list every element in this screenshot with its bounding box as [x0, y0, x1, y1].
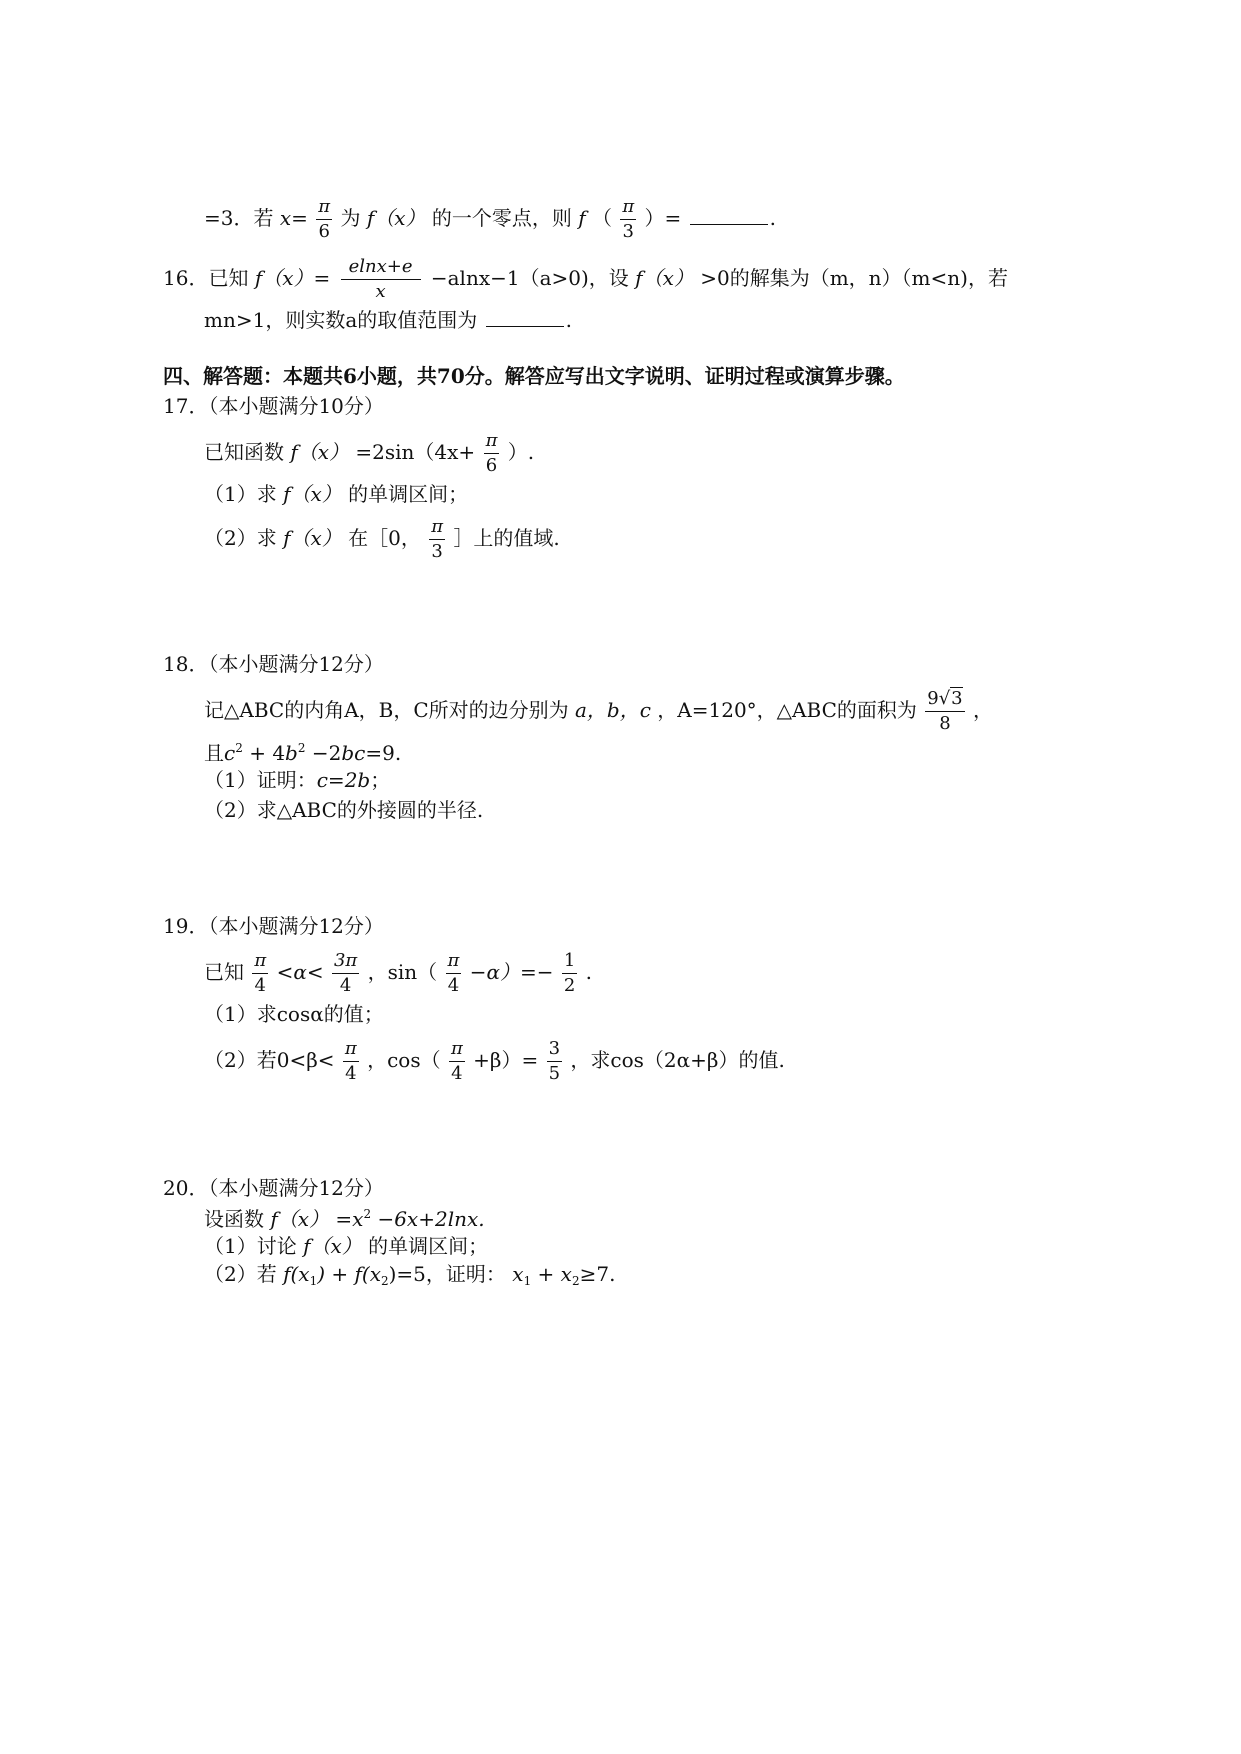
fraction-1-2 — [562, 952, 577, 995]
q20-text: （1）讨论 — [204, 1234, 297, 1258]
exponent: 2 — [363, 1207, 372, 1221]
q15-text: （ — [591, 206, 612, 230]
q17-fx: f（x） — [290, 440, 350, 464]
frac-num-coef: 9 — [927, 688, 939, 709]
frac-den: 4 — [345, 1063, 357, 1084]
section-heading: 四、解答题：本题共6小题，共70分。解答应写出文字说明、证明过程或演算步骤。 — [163, 364, 905, 388]
fraction-pi-4 — [449, 1040, 465, 1083]
subscript: 1 — [523, 1274, 532, 1288]
frac-den: x — [375, 281, 386, 302]
frac-den: 4 — [254, 975, 266, 996]
subscript: 2 — [380, 1274, 389, 1288]
q15-x: x= — [279, 206, 308, 230]
q18-stem — [204, 690, 993, 733]
frac-den: 5 — [548, 1063, 561, 1084]
q15-text: =3．若 — [204, 206, 274, 230]
q18-text: （1）证明： — [204, 768, 317, 792]
fraction-pi-4 — [252, 952, 268, 995]
frac-num: π — [449, 1040, 465, 1062]
q16-text: . — [565, 308, 572, 332]
frac-den: 6 — [318, 221, 330, 242]
frac-den: 3 — [622, 221, 634, 242]
q19-text: +β）= — [473, 1048, 539, 1072]
frac-den: 4 — [451, 1063, 463, 1084]
radicand: 3 — [951, 688, 963, 709]
q18-text: ， — [972, 698, 993, 722]
frac-den: 3 — [431, 541, 443, 562]
q18-text: −2 — [311, 741, 342, 765]
fraction-3-5 — [547, 1040, 562, 1083]
q16-number: 16．已知 — [163, 266, 249, 290]
q19-ineq: <α< — [276, 960, 324, 984]
q15-text: ）= — [644, 206, 682, 230]
frac-num — [925, 690, 964, 712]
q19-text: . — [585, 960, 593, 984]
frac-num: π — [252, 952, 268, 974]
q19-text: ，求cos（2α+β）的值. — [570, 1048, 785, 1072]
q18-text: ； — [370, 768, 391, 792]
frac-num: π — [620, 198, 636, 220]
q17-part1 — [204, 484, 468, 504]
q20-text: =x — [335, 1207, 364, 1231]
q16-line1 — [163, 258, 1008, 301]
q20-fx2: ) + f(x — [317, 1262, 381, 1286]
fraction-elnx — [341, 258, 421, 301]
q20-x2: + x — [531, 1262, 572, 1286]
frac-num: π — [316, 198, 332, 220]
fraction-pi-3 — [620, 198, 636, 241]
q18-text: =9. — [365, 741, 402, 765]
q20-part2 — [204, 1264, 615, 1287]
q18-eq: c=2b — [316, 768, 371, 792]
frac-num: elnx+e — [341, 258, 421, 280]
subscript: 1 — [309, 1274, 318, 1288]
q18-text: + 4 — [249, 741, 286, 765]
q20-x1: x — [512, 1262, 524, 1286]
frac-num: π — [484, 432, 500, 454]
q19-text: −α）=− — [469, 960, 554, 984]
fraction-9sqrt3-8 — [925, 690, 964, 733]
q18-part2: （2）求△ABC的外接圆的半径. — [204, 798, 484, 822]
q18-text: ，A=120°，△ABC的面积为 — [657, 698, 917, 722]
frac-den: 8 — [939, 713, 951, 734]
q20-head: 20．（本小题满分12分） — [163, 1176, 384, 1200]
q17-fx: f（x） — [283, 526, 342, 550]
fraction-pi-6 — [484, 432, 500, 475]
q17-part2 — [204, 518, 560, 561]
q16-text: mn>1，则实数a的取值范围为 — [204, 308, 478, 332]
fraction-pi-4 — [446, 952, 462, 995]
q15-text: 为 — [340, 206, 361, 230]
subscript: 2 — [571, 1274, 580, 1288]
q20-stem — [204, 1208, 485, 1229]
q15-tail — [204, 198, 776, 241]
sqrt-symbol: √3 — [938, 688, 963, 709]
q20-text: （2）若 — [204, 1262, 277, 1286]
answer-blank — [486, 312, 564, 327]
q16-line2 — [204, 310, 572, 330]
q17-text: =2sin（4x+ — [355, 440, 476, 464]
q18-head: 18．（本小题满分12分） — [163, 652, 384, 676]
q17-fx: f（x） — [283, 482, 342, 506]
exponent: 2 — [235, 741, 243, 755]
frac-den: 2 — [563, 975, 576, 996]
fraction-pi-4 — [343, 1040, 359, 1083]
q16-fx: f（x）= — [254, 266, 331, 290]
frac-num: π — [446, 952, 462, 974]
q20-part1 — [204, 1236, 488, 1256]
q20-fx1: f(x — [283, 1262, 310, 1286]
frac-den: 4 — [339, 975, 352, 996]
q17-text: 的单调区间； — [348, 482, 469, 506]
q17-text: 已知函数 — [204, 440, 284, 464]
frac-num: π — [429, 518, 445, 540]
frac-num: π — [343, 1040, 359, 1062]
frac-den: 6 — [485, 455, 498, 476]
q18-condition — [204, 742, 401, 763]
q15-text: 的一个零点，则 — [431, 206, 572, 230]
q15-text: . — [769, 206, 777, 230]
q16-text: >0的解集为（m，n）（m<n)，若 — [700, 266, 1008, 290]
q20-text: ≥7. — [579, 1262, 616, 1286]
q17-text: ］上的值域. — [453, 526, 560, 550]
q19-text: （2）若0<β< — [204, 1048, 335, 1072]
q19-part1: （1）求cosα的值； — [204, 1002, 384, 1026]
q15-fx: f（x） — [366, 206, 426, 230]
q18-c: c — [224, 741, 236, 765]
fraction-pi-6 — [316, 198, 332, 241]
frac-num: 1 — [562, 952, 577, 974]
q19-part2 — [204, 1040, 785, 1083]
q19-text: ，sin（ — [367, 960, 438, 984]
q20-text: 设函数 — [204, 1207, 264, 1231]
q16-fx2: f（x） — [635, 266, 694, 290]
frac-num: 3 — [547, 1040, 562, 1062]
q19-text: 已知 — [204, 960, 244, 984]
frac-num: 3π — [332, 952, 359, 974]
q19-text: ，cos（ — [367, 1048, 441, 1072]
q17-stem — [204, 432, 534, 475]
q18-part1 — [204, 770, 390, 790]
q20-fx: f（x） — [270, 1207, 330, 1231]
q18-bc: bc — [341, 741, 366, 765]
q18-b: b — [285, 741, 298, 765]
exponent: 2 — [297, 741, 306, 755]
q20-fx: f（x） — [303, 1234, 362, 1258]
fraction-3pi-4 — [332, 952, 359, 995]
q18-sides: a，b，c — [575, 698, 651, 722]
answer-blank — [690, 210, 768, 225]
q20-text: 的单调区间； — [368, 1234, 489, 1258]
q17-text: （1）求 — [204, 482, 277, 506]
q18-text: 且 — [204, 741, 224, 765]
q15-f: f — [578, 206, 586, 230]
q17-text: （2）求 — [204, 526, 277, 550]
q19-stem — [204, 952, 592, 995]
q17-text: ）. — [507, 440, 535, 464]
frac-den: 4 — [447, 975, 460, 996]
q16-text: −alnx−1（a>0)，设 — [430, 266, 629, 290]
q20-text: )=5，证明： — [388, 1262, 506, 1286]
q20-text: −6x+2lnx. — [377, 1207, 485, 1231]
q18-text: 记△ABC的内角A，B，C所对的边分别为 — [204, 698, 569, 722]
q17-head: 17．（本小题满分10分） — [163, 394, 384, 418]
q19-head: 19．（本小题满分12分） — [163, 914, 384, 938]
q17-text: 在［0， — [348, 526, 421, 550]
fraction-pi-3 — [429, 518, 445, 561]
